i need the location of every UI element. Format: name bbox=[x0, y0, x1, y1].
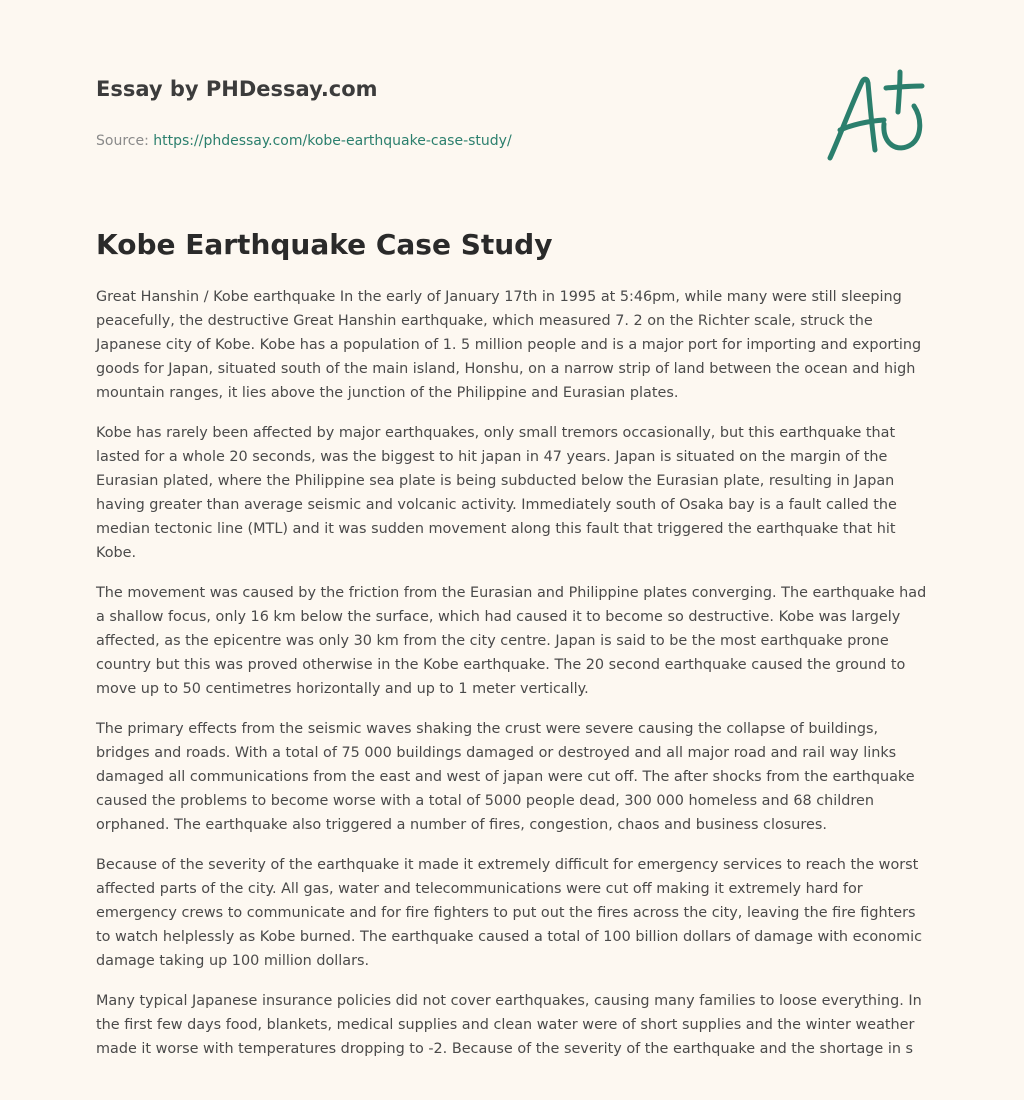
source-label: Source: bbox=[96, 133, 149, 149]
article-body bbox=[96, 285, 928, 1077]
source-line bbox=[96, 131, 796, 151]
article-paragraph: Great Hanshin / Kobe earthquake In the early of January 17th in 1995 at 5:46pm, while many were still sleeping peacefully, the destructive Great Hanshin earthquake, which measured 7. 2 on the Richter scale, struck the Japanese city of Kobe. Kobe has a population of 1. 5 million people and is a major port for importing and exporting goods for Japan, situated south of the main island, Honshu, on a narrow strip of land between the ocean and high mountain ranges, it lies above the junction of the Philippine and Eurasian plates. bbox=[96, 289, 922, 401]
page-header bbox=[96, 74, 796, 151]
source-link[interactable]: https://phdessay.com/kobe-earthquake-case-study/ bbox=[153, 133, 512, 149]
article-title: Kobe Earthquake Case Study bbox=[96, 228, 553, 261]
article-paragraph: The primary effects from the seismic waves shaking the crust were severe causing the collapse of buildings, bridges and roads. With a total of 75 000 buildings damaged or destroyed and all major road and rail way links damaged all communications from the east and west of japan were cut off. The after shocks from the earthquake caused the problems to become worse with a total of 5000 people dead, 300 000 homeless and 68 children orphaned. The earthquake also triggered a number of fires, congestion, chaos and business closures. bbox=[96, 721, 915, 833]
brand-title: Essay by PHDessay.com bbox=[96, 77, 378, 101]
a-plus-logo-icon bbox=[818, 66, 928, 166]
article-paragraph: Because of the severity of the earthquake it made it extremely difficult for emergency services to reach the worst affected parts of the city. All gas, water and telecommunications were cut off making it extremely hard for emergency crews to communicate and for fire fighters to put out the fires across the city, leaving the fire fighters to watch helplessly as Kobe burned. The earthquake caused a total of 100 billion dollars of damage with economic damage taking up 100 million dollars. bbox=[96, 857, 923, 969]
article-paragraph: The movement was caused by the friction from the Eurasian and Philippine plates converging. The earthquake had a shallow focus, only 16 km below the surface, which had caused it to become so destructive. Kobe was largely affected, as the epicentre was only 30 km from the city centre. Japan is said to be the most earthquake prone country but this was proved otherwise in the Kobe earthquake. The 20 second earthquake caused the ground to move up to 50 centimetres horizontally and up to 1 meter vertically. bbox=[96, 585, 927, 697]
a-plus-logo bbox=[818, 66, 928, 166]
article-paragraph: Kobe has rarely been affected by major earthquakes, only small tremors occasionally, but this earthquake that lasted for a whole 20 seconds, was the biggest to hit japan in 47 years. Japan is situated on the margin of the Eurasian plated, where the Philippine sea plate is being subducted below the Eurasian plate, resulting in Japan having greater than average seismic and volcanic activity. Immediately south of Osaka bay is a fault called the median tectonic line (MTL) and it was sudden movement along this fault that triggered the earthquake that hit Kobe. bbox=[96, 425, 897, 561]
article-paragraph: Many typical Japanese insurance policies did not cover earthquakes, causing many families to loose everything. In the first few days food, blankets, medical supplies and clean water were of short supplies and the winter weather made it worse with temperatures dropping to -2. Because of the severity of the earthquake and the shortage in s bbox=[96, 993, 922, 1057]
